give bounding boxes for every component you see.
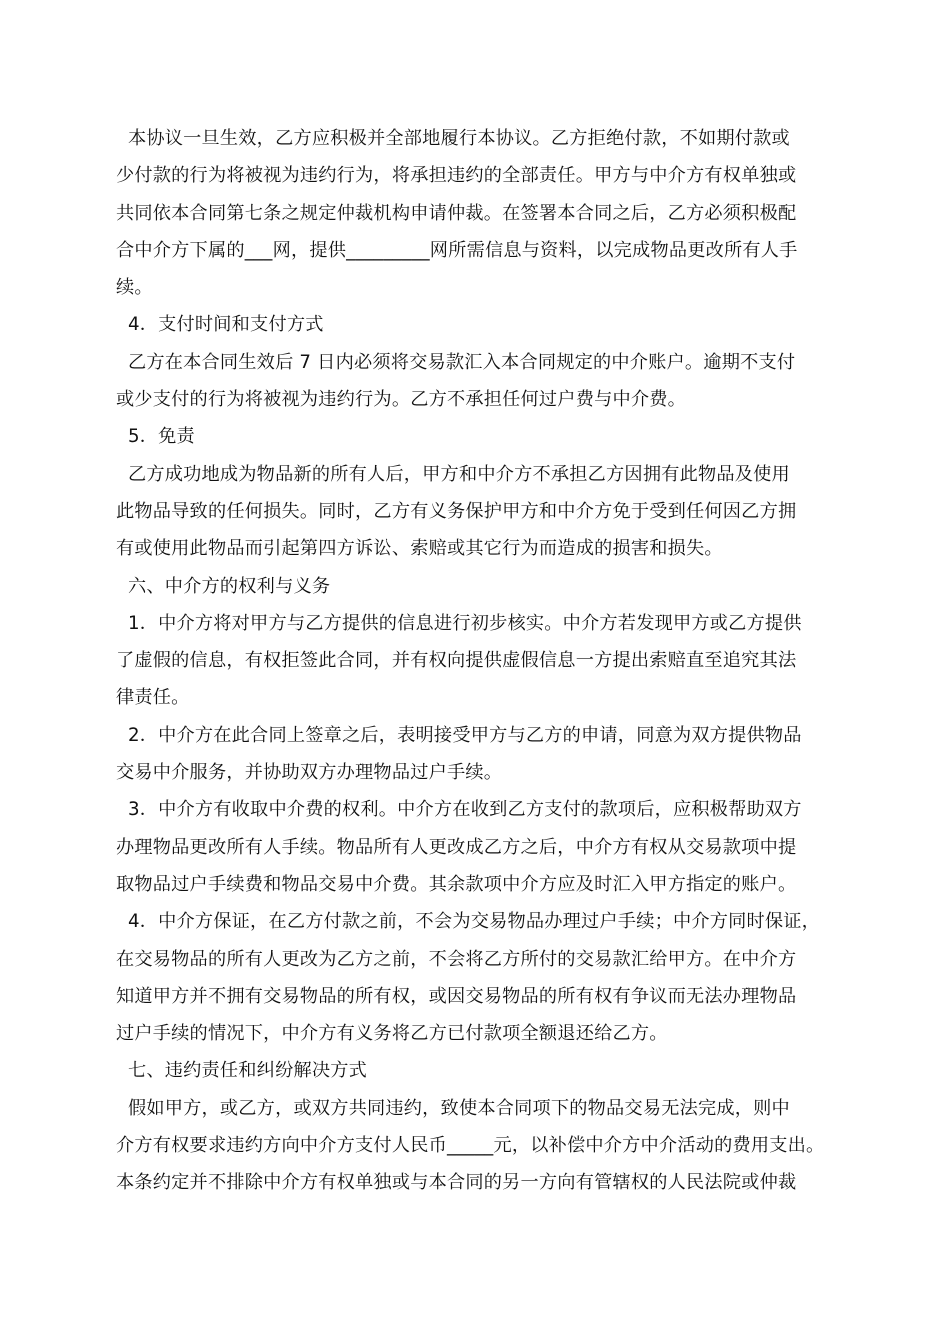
text-line: 乙方成功地成为物品新的所有人后，甲方和中介方不承担乙方因拥有此物品及使用	[116, 463, 790, 485]
text-line: 3．中介方有收取中介费的权利。中介方在收到乙方支付的款项后，应积极帮助双方	[116, 799, 802, 821]
text-line: 了虚假的信息，有权拒签此合同，并有权向提供虚假信息一方提出索赔直至追究其法	[116, 650, 797, 672]
section-heading: 七、违约责任和纠纷解决方式	[116, 1060, 368, 1082]
text-line: 乙方在本合同生效后 7 日内必须将交易款汇入本合同规定的中介账户。逾期不支付	[116, 351, 796, 373]
text-line: 律责任。	[116, 687, 190, 709]
text-line: 假如甲方，或乙方，或双方共同违约，致使本合同项下的物品交易无法完成，则中	[116, 1097, 790, 1119]
text-line: 取物品过户手续费和物品交易中介费。其余款项中介方应及时汇入甲方指定的账户。	[116, 873, 797, 895]
text-line: 有或使用此物品而引起第四方诉讼、索赔或其它行为而造成的损害和损失。	[116, 538, 723, 560]
contract-body	[116, 120, 836, 1202]
text-line: 办理物品更改所有人手续。物品所有人更改成乙方之后，中介方有权从交易款项中提	[116, 836, 797, 858]
text-line: 此物品导致的任何损失。同时，乙方有义务保护甲方和中介方免于受到任何因乙方拥	[116, 500, 797, 522]
text-line: 交易中介服务，并协助双方办理物品过户手续。	[116, 762, 503, 784]
text-line: 2．中介方在此合同上签章之后，表明接受甲方与乙方的申请，同意为双方提供物品	[116, 724, 802, 746]
text-line: 少付款的行为将被视为违约行为，将承担违约的全部责任。甲方与中介方有权单独或	[116, 165, 797, 187]
section-heading: 4．支付时间和支付方式	[116, 314, 324, 336]
text-line: 过户手续的情况下，中介方有义务将乙方已付款项全额退还给乙方。	[116, 1023, 668, 1045]
text-line: 介方有权要求违约方向中介方支付人民币_____元，以补偿中介方中介活动的费用支出。	[116, 1135, 825, 1157]
text-line: 本条约定并不排除中介方有权单独或与本合同的另一方向有管辖权的人民法院或仲裁	[116, 1172, 797, 1194]
text-line: 合中介方下属的___网，提供_________网所需信息与资料，以完成物品更改所有人手	[116, 239, 798, 261]
text-line: 或少支付的行为将被视为违约行为。乙方不承担任何过户费与中介费。	[116, 389, 687, 411]
text-line: 本协议一旦生效，乙方应积极并全部地履行本协议。乙方拒绝付款，不如期付款或	[116, 128, 790, 149]
text-line: 在交易物品的所有人更改为乙方之前，不会将乙方所付的交易款汇给甲方。在中介方	[116, 948, 797, 970]
section-heading: 六、中介方的权利与义务	[116, 575, 331, 597]
section-heading: 5．免责	[116, 426, 195, 448]
text-line: 续。	[116, 277, 153, 299]
text-line: 4．中介方保证，在乙方付款之前，不会为交易物品办理过户手续；中介方同时保证，	[116, 911, 821, 933]
text-line: 1．中介方将对甲方与乙方提供的信息进行初步核实。中介方若发现甲方或乙方提供	[116, 612, 802, 634]
text-line: 共同依本合同第七条之规定仲裁机构申请仲裁。在签署本合同之后，乙方必须积极配	[116, 202, 797, 224]
text-line: 知道甲方并不拥有交易物品的所有权，或因交易物品的所有权有争议而无法办理物品	[116, 985, 797, 1007]
